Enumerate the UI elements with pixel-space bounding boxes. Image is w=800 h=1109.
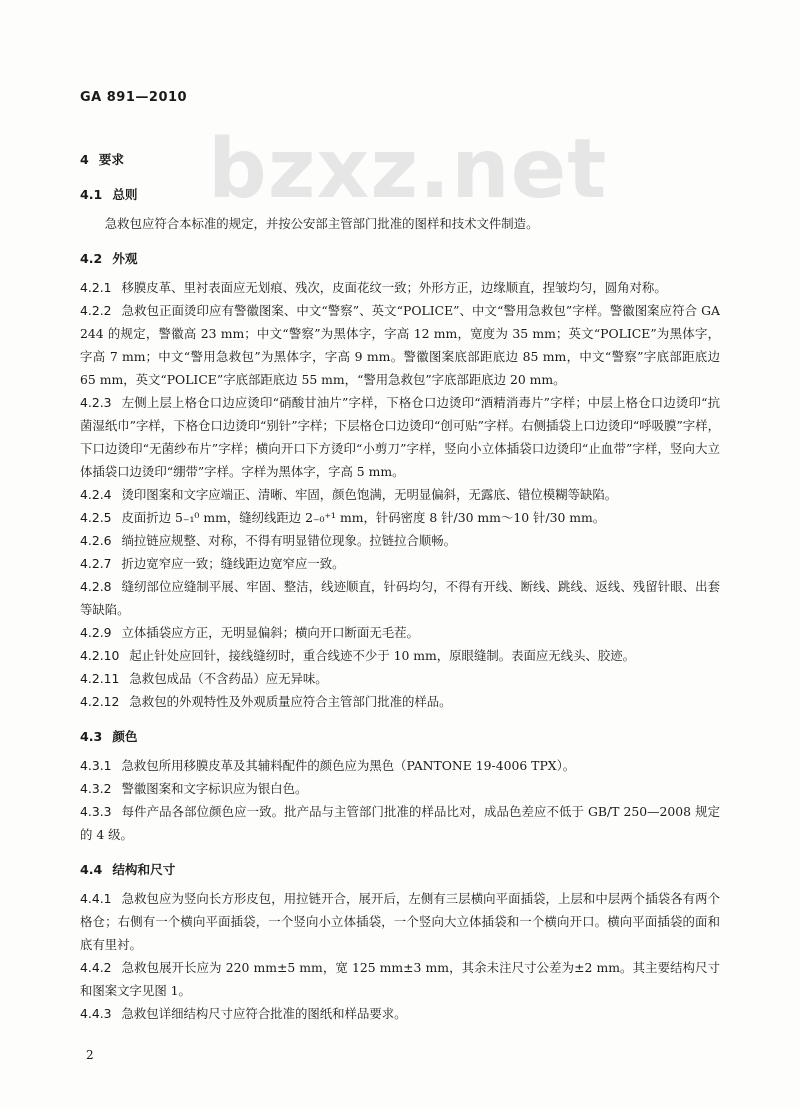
clause-number: 4.2.3 <box>80 395 112 410</box>
clause-item <box>80 956 720 1002</box>
section-number: 4.3 <box>80 729 103 744</box>
clause-item <box>80 754 720 777</box>
paragraph: 急救包应符合本标准的规定，并按公安部主管部门批准的图样和技术文件制造。 <box>104 216 539 231</box>
section-heading <box>80 725 720 748</box>
clause-item <box>80 299 720 391</box>
clause-text: 急救包所用移膜皮革及其辅料配件的颜色应为黑色（PANTONE 19-4006 TPX）。 <box>121 758 576 773</box>
section-number: 4 <box>80 152 89 167</box>
clause-item <box>80 690 720 713</box>
clause-text: 烫印图案和文字应端正、清晰、牢固，颜色饱满，无明显偏斜，无露底、错位模糊等缺陷。 <box>121 487 618 502</box>
clause-item <box>80 667 720 690</box>
clause-number: 4.2.5 <box>80 510 112 525</box>
clause-text: 皮面折边 5₋₁⁰ mm，缝纫线距边 2₋₀⁺¹ mm，针码密度 8 针/30 mm～10 针/30 mm。 <box>121 510 606 525</box>
section-title: 颜色 <box>112 729 138 744</box>
section-title: 结构和尺寸 <box>112 862 176 877</box>
clause-number: 4.2.11 <box>80 671 120 686</box>
clause-number: 4.2.1 <box>80 280 112 295</box>
section-heading <box>80 148 720 171</box>
clause-number: 4.4.1 <box>80 891 112 906</box>
clause-text: 急救包详细结构尺寸应符合批准的图纸和样品要求。 <box>121 1006 407 1021</box>
clause-item <box>80 506 720 529</box>
clause-text: 绱拉链应规整、对称，不得有明显错位现象。拉链拉合顺畅。 <box>121 533 457 548</box>
clause-text: 每件产品各部位颜色应一致。批产品与主管部门批准的样品比对，成品色差应不低于 GB/T 250—2008 规定的 4 级。 <box>80 804 720 842</box>
clause-text: 起止针处应回针，接线缝纫时，重合线迹不少于 10 mm，原眼缝制。表面应无线头、胶迹。 <box>129 648 636 663</box>
clause-item <box>80 644 720 667</box>
clause-text: 急救包的外观特性及外观质量应符合主管部门批准的样品。 <box>129 694 452 709</box>
section-title: 外观 <box>112 251 138 266</box>
clause-text: 折边宽窄应一致；缝线距边宽窄应一致。 <box>121 556 345 571</box>
clause-number: 4.2.7 <box>80 556 112 571</box>
clause-item <box>80 552 720 575</box>
section-number: 4.1 <box>80 187 103 202</box>
section-title: 总则 <box>112 187 138 202</box>
clause-text: 急救包成品（不含药品）应无异味。 <box>129 671 328 686</box>
section-number: 4.4 <box>80 862 103 877</box>
clause-number: 4.3.1 <box>80 758 112 773</box>
clause-item <box>80 800 720 846</box>
section-heading <box>80 183 720 206</box>
clause-number: 4.2.9 <box>80 625 112 640</box>
clause-text: 急救包展开长应为 220 mm±5 mm，宽 125 mm±3 mm，其余未注尺寸公差为±2 mm。其主要结构尺寸和图案文字见图 1。 <box>80 960 720 998</box>
document-body <box>80 146 720 1025</box>
clause-number: 4.3.3 <box>80 804 112 819</box>
clause-text: 急救包正面烫印应有警徽图案、中文“警察”、英文“POLICE”、中文“警用急救包”字样。警徽图案应符合 GA 244 的规定，警徽高 23 mm；中文“警察”为黑体字，字高 12 mm，宽度为 35 mm；英文“POLICE”为黑体字，字高 7 mm；中文“警用急救包”为黑体字，字高 9 mm。警徽图案底部距底边 85 mm，中文“警察”字底部距底边 65 mm，英文“POLICE”字底部距底边 55 mm，“警用急救包”字底部距底边 20 mm。 <box>80 303 720 387</box>
clause-number: 4.2.4 <box>80 487 112 502</box>
clause-item <box>80 276 720 299</box>
section-title: 要求 <box>98 152 124 167</box>
page-number: 2 <box>86 1048 94 1062</box>
clause-item <box>80 483 720 506</box>
clause-item <box>80 529 720 552</box>
standard-code: GA 891—2010 <box>80 90 188 105</box>
clause-number: 4.2.2 <box>80 303 112 318</box>
clause-number: 4.2.10 <box>80 648 120 663</box>
clause-number: 4.2.6 <box>80 533 112 548</box>
clause-text: 警徽图案和文字标识应为银白色。 <box>121 781 308 796</box>
section-number: 4.2 <box>80 251 103 266</box>
clause-number: 4.4.3 <box>80 1006 112 1021</box>
clause-text: 缝纫部位应缝制平展、牢固、整洁，线迹顺直，针码均匀，不得有开线、断线、跳线、返线、残留针眼、出套等缺陷。 <box>80 579 720 617</box>
clause-text: 左侧上层上格仓口边应烫印“硝酸甘油片”字样，下格仓口边烫印“酒精消毒片”字样；中层上格仓口边烫印“抗菌湿纸巾”字样，下格仓口边烫印“别针”字样；下层格仓口边烫印“创可贴”字样。右侧插袋上口边烫印“呼吸膜”字样，下口边烫印“无菌纱布片”字样；横向开口下方烫印“小剪刀”字样，竖向小立体插袋口边烫印“止血带”字样，竖向大立体插袋口边烫印“绷带”字样。字样为黑体字，字高 5 mm。 <box>80 395 720 479</box>
clause-number: 4.4.2 <box>80 960 112 975</box>
clause-item <box>80 887 720 956</box>
clause-number: 4.3.2 <box>80 781 112 796</box>
clause-number: 4.2.12 <box>80 694 120 709</box>
clause-number: 4.2.8 <box>80 579 112 594</box>
section-heading <box>80 858 720 881</box>
section-heading <box>80 247 720 270</box>
clause-item <box>80 621 720 644</box>
clause-text: 移膜皮革、里衬表面应无划痕、残次，皮面花纹一致；外形方正，边缘顺直，捏皱均匀，圆角对称。 <box>121 280 667 295</box>
watermark-text: bzxz.net <box>208 122 608 217</box>
clause-item <box>80 391 720 483</box>
clause-item <box>80 777 720 800</box>
clause-item <box>80 575 720 621</box>
clause-text: 立体插袋应方正，无明显偏斜；横向开口断面无毛茬。 <box>121 625 419 640</box>
clause-text: 急救包应为竖向长方形皮包，用拉链开合，展开后，左侧有三层横向平面插袋，上层和中层两个插袋各有两个格仓；右侧有一个横向平面插袋，一个竖向小立体插袋，一个竖向大立体插袋和一个横向开口。横向平面插袋的面和底有里衬。 <box>80 891 720 952</box>
clause-item <box>80 1002 720 1025</box>
